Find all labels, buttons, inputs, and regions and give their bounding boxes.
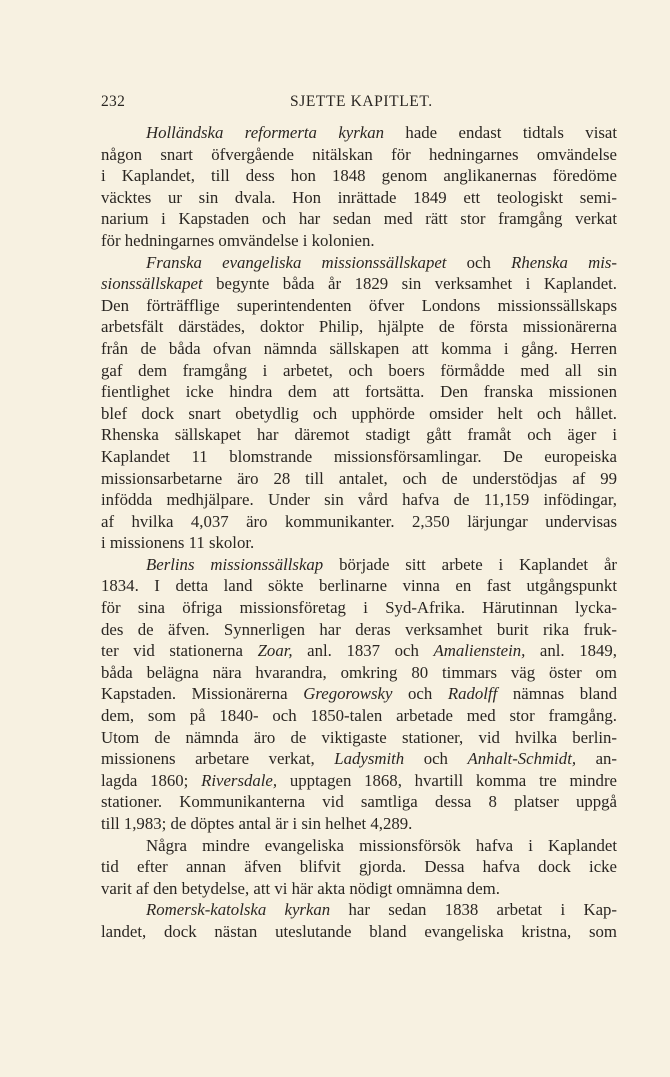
text-line bbox=[101, 252, 617, 274]
text-line bbox=[101, 554, 617, 576]
text-line bbox=[101, 489, 617, 511]
text-line bbox=[101, 835, 617, 857]
text-run: nämnas bland bbox=[497, 684, 618, 704]
text-run: fientlighet icke hindra dem att fortsätta. Den franska missionen bbox=[101, 382, 617, 402]
text-run: Kaplandet 11 blomstrande missionsförsamlingar. De europeiska bbox=[101, 446, 617, 466]
text-run: des de äfven. Synnerligen har deras verksamhet burit rika fruk- bbox=[101, 619, 617, 639]
text-line bbox=[101, 403, 617, 425]
text-run: an- bbox=[576, 749, 617, 769]
text-run: i missionens 11 skolor. bbox=[101, 533, 255, 553]
italic-name: Gregorowsky bbox=[303, 684, 393, 704]
italic-name: sionssällskapet bbox=[101, 274, 203, 294]
text-run: varit af den betydelse, att vi här akta nödigt omnämna dem. bbox=[101, 878, 500, 898]
text-line bbox=[101, 575, 617, 597]
text-line bbox=[101, 446, 617, 468]
text-run: Rhenska sällskapet har däremot stadigt gått framåt och äger i bbox=[101, 425, 617, 445]
italic-name: Zoar, bbox=[257, 641, 293, 661]
text-run: och bbox=[392, 684, 448, 704]
text-line bbox=[101, 273, 617, 295]
text-line bbox=[101, 468, 617, 490]
text-run: hade endast tidtals visat bbox=[384, 123, 618, 142]
text-run: af hvilka 4,037 äro kommunikanter. 2,350 lärjungar undervisas bbox=[101, 511, 617, 531]
text-line bbox=[101, 899, 617, 921]
text-run: för sina öfriga missionsföretag i Syd-Afrika. Härutinnan lycka- bbox=[101, 598, 617, 618]
text-run: stationer. Kommunikanterna vid samtliga dessa 8 platser uppgå bbox=[101, 792, 617, 812]
italic-name: Anhalt-Schmidt, bbox=[467, 749, 577, 769]
italic-name: Amalienstein, bbox=[433, 641, 526, 661]
text-line bbox=[101, 705, 617, 727]
text-run: började sitt arbete i Kaplandet år bbox=[323, 554, 617, 574]
text-run: tid efter annan äfven blifvit gjorda. Dessa hafva dock icke bbox=[101, 857, 617, 877]
text-run: missionens arbetare verkat, bbox=[101, 749, 335, 769]
text-run: Kapstaden. Missionärerna bbox=[101, 684, 304, 704]
text-run: blef dock snart obetydlig och upphörde omsider helt och hållet. bbox=[101, 403, 617, 423]
text-line bbox=[101, 511, 617, 533]
text-line bbox=[101, 856, 617, 878]
text-run: ter vid stationerna bbox=[101, 641, 258, 661]
text-run: infödda medhjälpare. Under sin vård hafva de 11,159 infödingar, bbox=[101, 490, 617, 510]
text-line bbox=[101, 640, 617, 662]
text-run: väcktes ur sin dvala. Hon inrättade 1849 ett teologiskt semi- bbox=[101, 187, 617, 207]
text-line bbox=[101, 230, 617, 252]
text-run: båda belägna nära hvarandra, omkring 80 timmars väg öster om bbox=[101, 662, 617, 682]
text-line bbox=[101, 208, 617, 230]
text-line bbox=[101, 727, 617, 749]
text-line bbox=[101, 316, 617, 338]
italic-name: Franska evangeliska missionssällskapet bbox=[146, 252, 447, 272]
text-run: dem, som på 1840- och 1850-talen arbetade med stor framgång. bbox=[101, 706, 617, 726]
text-line bbox=[101, 295, 617, 317]
text-line bbox=[101, 122, 617, 144]
text-run: Utom de nämnda äro de viktigaste stationer, vid hvilka berlin- bbox=[101, 727, 617, 747]
text-run: i Kaplandet, till dess hon 1848 genom anglikanernas föredöme bbox=[101, 166, 617, 186]
text-line bbox=[101, 532, 617, 554]
text-line bbox=[101, 770, 617, 792]
italic-name: Radolff bbox=[447, 684, 498, 704]
text-run: narium i Kapstaden och har sedan med rätt stor framgång verkat bbox=[101, 209, 617, 229]
italic-name: Holländska reformerta kyrkan bbox=[146, 123, 384, 142]
text-run: landet, dock nästan uteslutande bland evangeliska kristna, som bbox=[101, 921, 617, 941]
text-line bbox=[101, 165, 617, 187]
text-line bbox=[101, 187, 617, 209]
text-run: gaf dem framgång i arbetet, och boers förmådde med all sin bbox=[101, 360, 617, 380]
text-run: arbetsfält därstädes, doktor Philip, hjälpte de första missionärerna bbox=[101, 317, 617, 337]
text-run: och bbox=[446, 252, 512, 272]
text-line bbox=[101, 424, 617, 446]
text-run: till 1,983; de döptes antal är i sin helhet 4,289. bbox=[101, 814, 413, 833]
text-run: anl. 1849, bbox=[525, 641, 617, 661]
text-line bbox=[101, 921, 617, 943]
text-run: anl. 1837 och bbox=[292, 641, 434, 661]
text-run: Några mindre evangeliska missionsförsök hafva i Kaplandet bbox=[146, 835, 617, 855]
text-run: någon snart öfvergående nitälskan för hedningarnes omvändelse bbox=[101, 144, 617, 164]
text-line bbox=[101, 338, 617, 360]
text-line bbox=[101, 878, 617, 900]
text-line bbox=[101, 791, 617, 813]
text-line bbox=[101, 381, 617, 403]
text-line bbox=[101, 360, 617, 382]
text-line bbox=[101, 144, 617, 166]
italic-name: Romersk-katolska kyrkan bbox=[146, 900, 331, 920]
body-text bbox=[101, 122, 617, 943]
text-run: lagda 1860; bbox=[101, 770, 202, 790]
text-run: missionsarbetarne äro 28 till antalet, och de understödjas af 99 bbox=[101, 468, 617, 488]
text-run: upptagen 1868, hvartill komma tre mindre bbox=[277, 770, 617, 790]
text-run: 1834. I detta land sökte berlinarne vinna en fast utgångspunkt bbox=[101, 576, 617, 596]
running-head: SJETTE KAPITLET. bbox=[290, 93, 433, 110]
text-line bbox=[101, 748, 617, 770]
text-run: har sedan 1838 arbetat i Kap- bbox=[330, 900, 617, 920]
text-run: och bbox=[404, 749, 468, 769]
page-number: 232 bbox=[101, 93, 126, 110]
text-line bbox=[101, 619, 617, 641]
text-line bbox=[101, 813, 617, 835]
text-run: för hedningarnes omvändelse i kolonien. bbox=[101, 230, 375, 250]
text-line bbox=[101, 662, 617, 684]
text-line bbox=[101, 597, 617, 619]
text-run: Den förträfflige superintendenten öfver Londons missionssällskaps bbox=[101, 295, 617, 315]
italic-name: Rhenska mis- bbox=[511, 252, 617, 272]
italic-name: Riversdale, bbox=[201, 770, 278, 790]
italic-name: Ladysmith bbox=[334, 749, 405, 769]
text-run: begynte båda år 1829 sin verksamhet i Kaplandet. bbox=[202, 274, 617, 294]
text-line bbox=[101, 683, 617, 705]
italic-name: Berlins missionssällskap bbox=[146, 554, 324, 574]
text-run: från de båda ofvan nämnda sällskapen att komma i gång. Herren bbox=[101, 338, 617, 358]
